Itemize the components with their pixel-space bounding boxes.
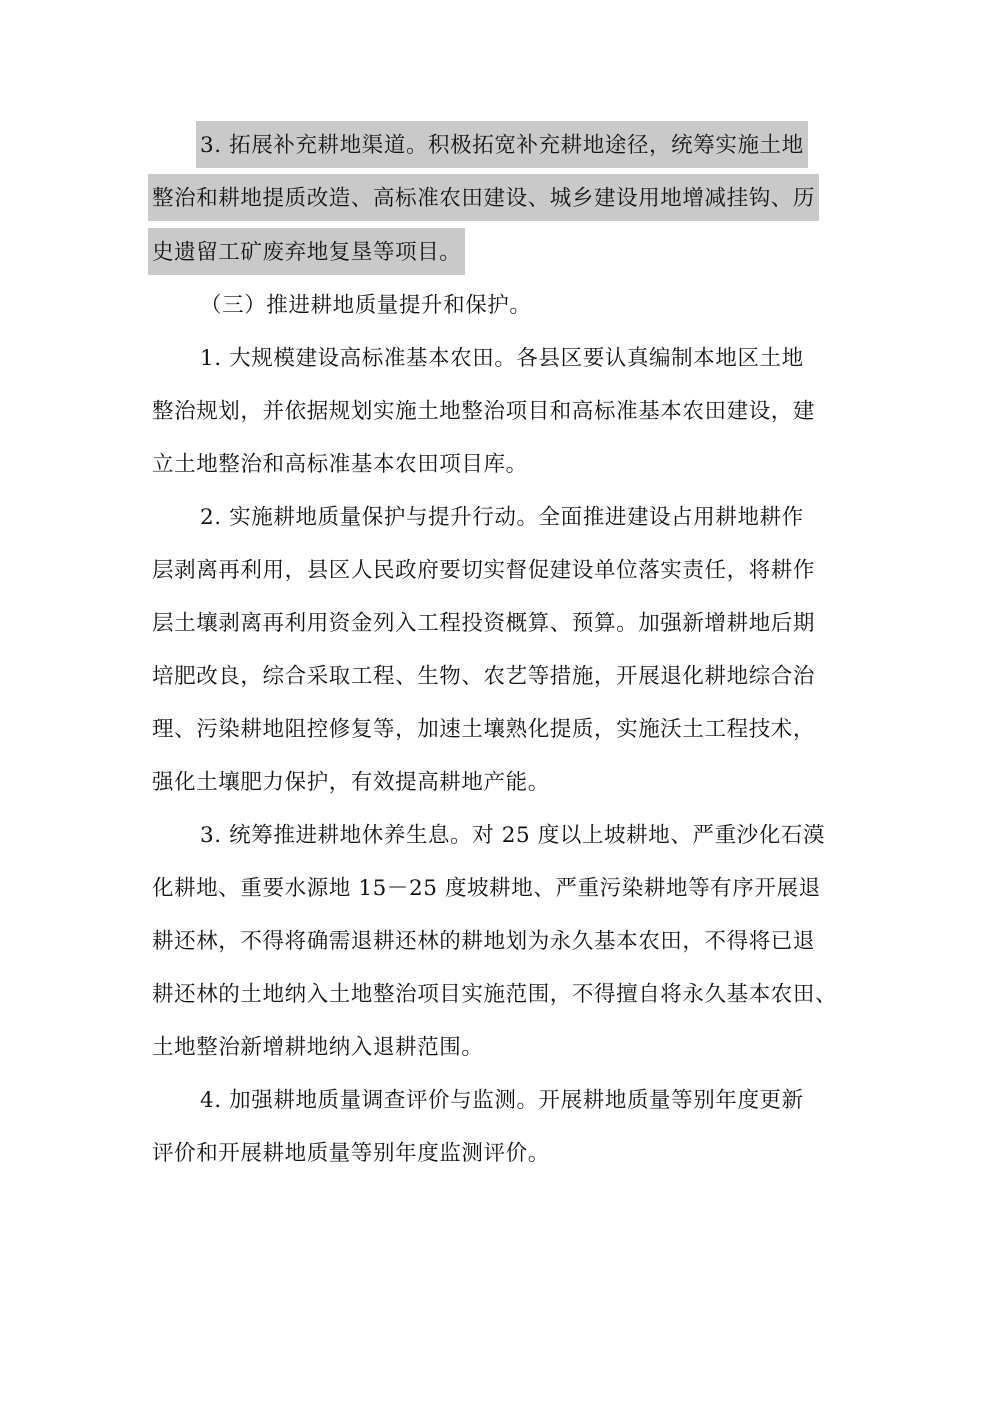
paragraph-line: 培肥改良，综合采取工程、生物、农艺等措施，开展退化耕地综合治 [152, 664, 816, 689]
paragraph-line: 层土壤剥离再利用资金列入工程投资概算、预算。加强新增耕地后期 [152, 611, 816, 636]
paragraph-line [200, 133, 808, 159]
paragraph-line: 立土地整治和高标准基本农田项目库。 [152, 452, 528, 477]
paragraph-line [152, 240, 465, 266]
paragraph-line: 耕还林的土地纳入土地整治项目实施范围，不得擅自将永久基本农田、 [152, 982, 838, 1007]
paragraph-line: 3. 统筹推进耕地休养生息。对 25 度以上坡耕地、严重沙化石漠 [200, 823, 826, 848]
paragraph-line: 4. 加强耕地质量调查评价与监测。开展耕地质量等别年度更新 [200, 1088, 804, 1113]
paragraph-line: 耕还林，不得将确需退耕还林的耕地划为永久基本农田，不得将已退 [152, 929, 816, 954]
paragraph-line: 整治规划，并依据规划实施土地整治项目和高标准基本农田建设，建 [152, 399, 816, 424]
paragraph-line: 土地整治新增耕地纳入退耕范围。 [152, 1035, 484, 1060]
paragraph-line: 2. 实施耕地质量保护与提升行动。全面推进建设占用耕地耕作 [200, 505, 804, 530]
highlighted-text: 整治和耕地提质改造、高标准农田建设、城乡建设用地增减挂钩、历 [148, 174, 819, 221]
paragraph-line: 理、污染耕地阻控修复等，加速土壤熟化提质，实施沃土工程技术， [152, 717, 816, 742]
paragraph-line: 评价和开展耕地质量等别年度监测评价。 [152, 1141, 550, 1166]
highlighted-text: 史遗留工矿废弃地复垦等项目。 [148, 228, 465, 275]
section-heading: （三）推进耕地质量提升和保护。 [200, 293, 532, 318]
paragraph-line: 1. 大规模建设高标准基本农田。各县区要认真编制本地区土地 [200, 346, 804, 371]
paragraph-line: 强化土壤肥力保护，有效提高耕地产能。 [152, 770, 550, 795]
highlighted-text: 3. 拓展补充耕地渠道。积极拓宽补充耕地途径，统筹实施土地 [196, 121, 808, 168]
paragraph-line [152, 186, 819, 212]
paragraph-line: 化耕地、重要水源地 15－25 度坡耕地、严重污染耕地等有序开展退 [152, 876, 821, 901]
paragraph-line: 层剥离再利用，县区人民政府要切实督促建设单位落实责任，将耕作 [152, 558, 816, 583]
